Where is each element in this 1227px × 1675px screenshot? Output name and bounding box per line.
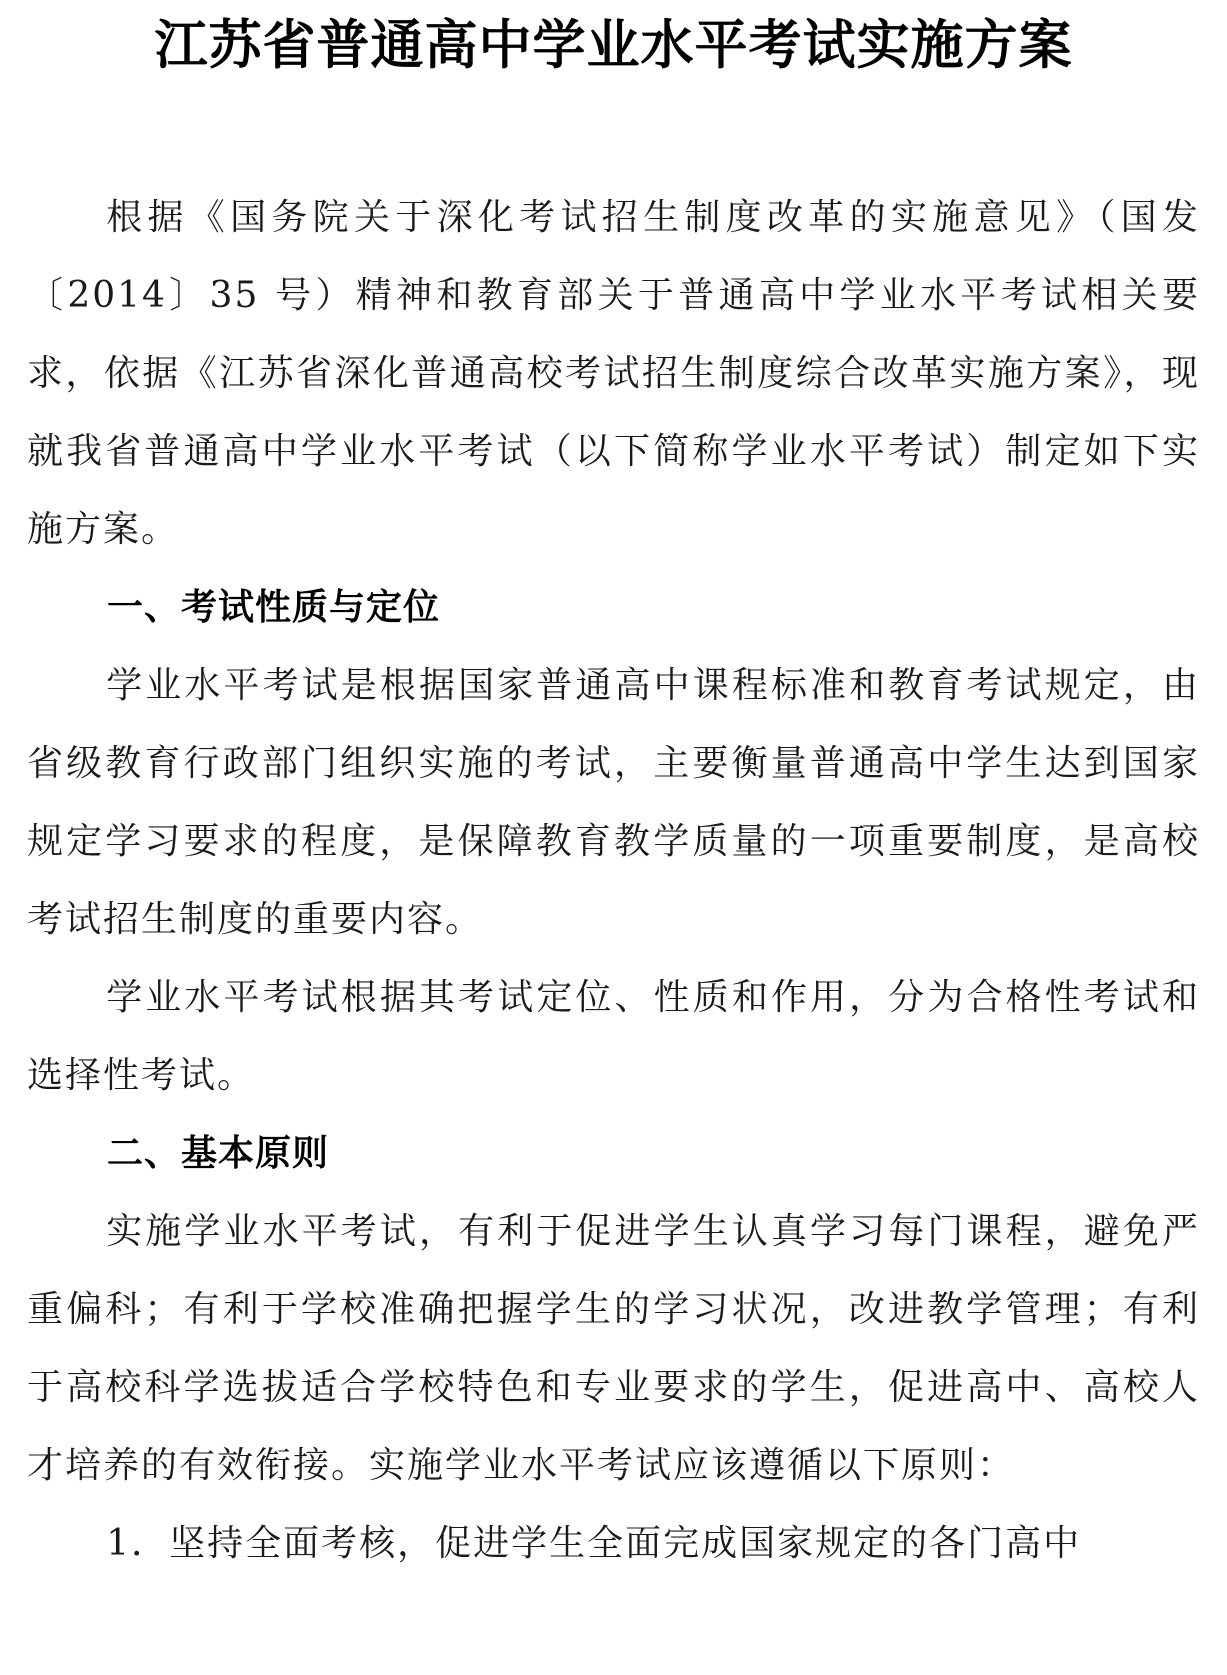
document-page [27, 0, 1200, 1583]
document-body [27, 179, 1200, 1583]
section-heading-principles: 二、基本原则 [107, 1133, 330, 1174]
paragraph-principles-intro: 实施学业水平考试，有利于促进学生认真学习每门课程，避免严重偏科；有利于学校准确把握学生的学习状况，改进教学管理；有利于高校科学选拔适合学校特色和专业要求的学生，促进高中、高校人才培养的有效衔接。实施学业水平考试应该遵循以下原则： [27, 1211, 1200, 1486]
intro-paragraph: 根据《国务院关于深化考试招生制度改革的实施意见》（国发〔2014〕35 号）精神和教育部关于普通高中学业水平考试相关要求，依据《江苏省深化普通高校考试招生制度综合改革实施方案》，现就我省普通高中学业水平考试（以下简称学业水平考试）制定如下实施方案。 [27, 197, 1200, 550]
paragraph-exam-types: 学业水平考试根据其考试定位、性质和作用，分为合格性考试和选择性考试。 [27, 977, 1200, 1096]
document-title: 江苏省普通高中学业水平考试实施方案 [154, 15, 1073, 76]
paragraph-exam-definition: 学业水平考试是根据国家普通高中课程标准和教育考试规定，由省级教育行政部门组织实施的考试，主要衡量普通高中学生达到国家规定学习要求的程度，是保障教育教学质量的一项重要制度，是高校考试招生制度的重要内容。 [27, 665, 1200, 940]
section-heading-nature: 一、考试性质与定位 [107, 587, 441, 628]
paragraph-principle-1: 1．坚持全面考核，促进学生全面完成国家规定的各门高中 [106, 1523, 1082, 1564]
